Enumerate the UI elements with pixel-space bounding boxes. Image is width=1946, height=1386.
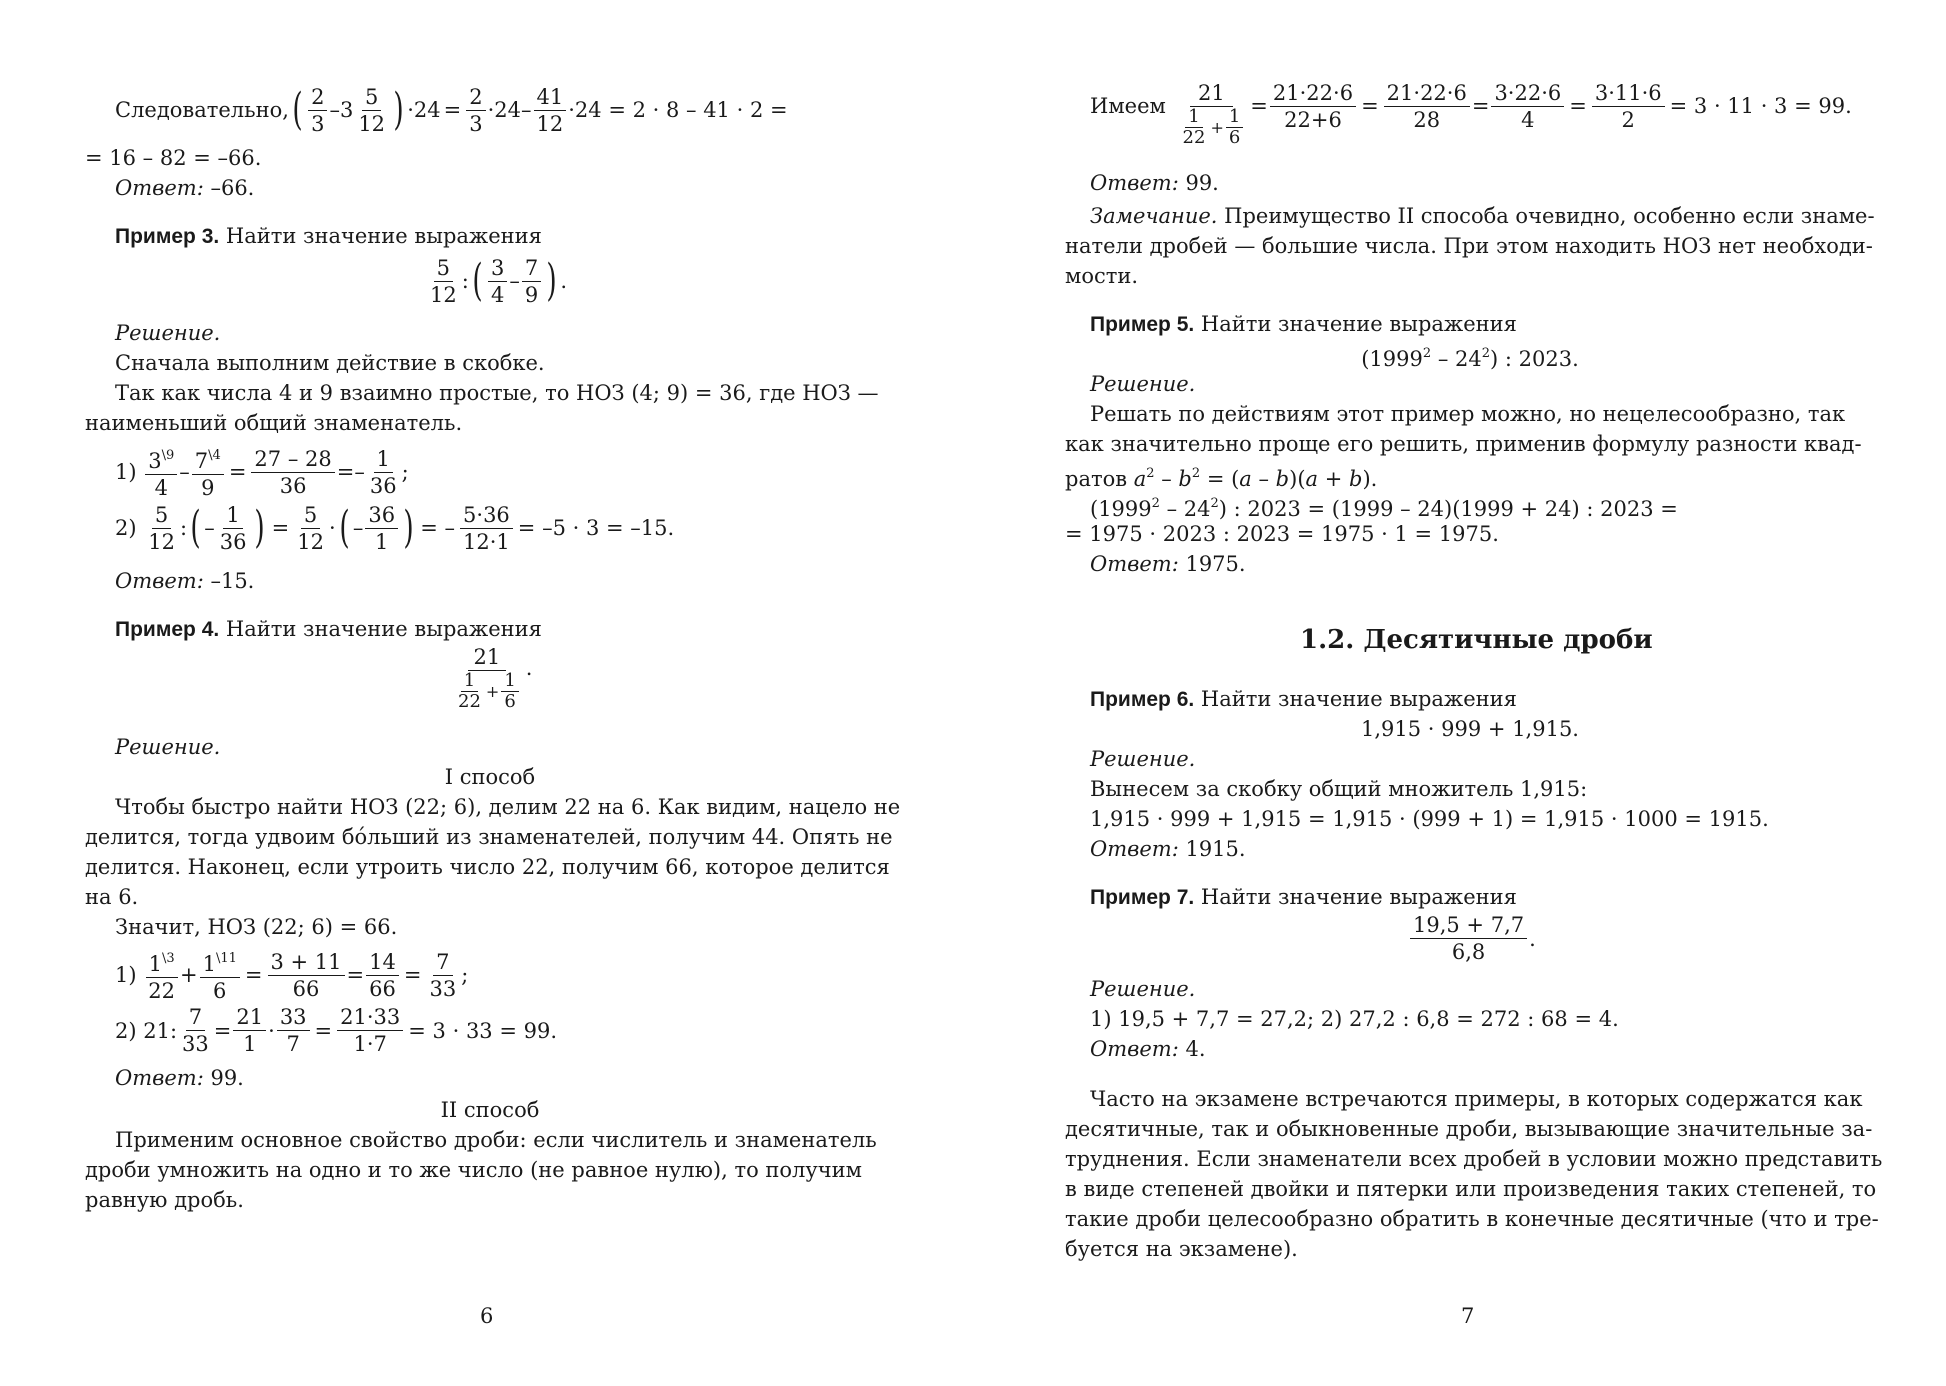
whole-number: 3 xyxy=(339,98,354,122)
fraction xyxy=(488,255,507,308)
math-token: 3 xyxy=(469,111,483,136)
paragraph-line: как значительно проще его решить, применив формулу разности квад- xyxy=(1065,432,1862,456)
math-token xyxy=(1175,107,1249,148)
math-token: – xyxy=(204,516,215,540)
fraction xyxy=(192,443,224,501)
math-token: 33 xyxy=(429,976,457,1001)
numerator: 2 xyxy=(466,84,485,111)
fraction xyxy=(294,502,327,555)
math-token: 21: xyxy=(143,1018,178,1043)
math-token: = 3 · 33 = 99. xyxy=(408,1018,558,1043)
numerator: 3·22·6 xyxy=(1491,80,1564,107)
math-token: ) : 2023 = (1999 – 24)(1999 + 24) : 2023 = xyxy=(1218,497,1678,521)
answer-label: Ответ: xyxy=(1090,1037,1179,1061)
superscript: 2 xyxy=(1151,496,1160,511)
parenthesis: ) xyxy=(403,502,414,553)
math-token: : xyxy=(179,516,188,540)
numerator: 5 xyxy=(152,502,171,529)
text: . xyxy=(560,269,568,293)
numerator: 5 xyxy=(434,255,453,282)
numerator: 5 xyxy=(362,84,381,111)
numerator: 7 xyxy=(433,949,452,976)
text: ·24– xyxy=(487,98,532,122)
fraction xyxy=(268,949,345,1002)
math-token: + xyxy=(1318,467,1349,491)
multiplier-mark: \11 xyxy=(215,951,237,966)
math-token: + xyxy=(179,963,198,987)
math-token: 12 xyxy=(148,529,175,554)
text: ·24 = 2 · 8 – 41 · 2 = xyxy=(568,98,788,122)
superscript: 2 xyxy=(1481,346,1491,361)
answer-label: Ответ: xyxy=(115,1066,204,1090)
math-token: ; xyxy=(461,963,469,987)
fraction xyxy=(460,502,513,555)
math-token: 1 xyxy=(148,952,162,976)
math-token: a xyxy=(1305,467,1319,491)
fraction xyxy=(145,443,177,501)
math-token: 22+6 xyxy=(1284,108,1342,132)
math-token: 7 xyxy=(286,1032,300,1056)
example-7-header xyxy=(1090,882,1517,913)
fraction xyxy=(1410,912,1527,965)
paragraph-line: делится, тогда удвоим бо́льший из знаменателей, получим 44. Опять не xyxy=(85,825,893,849)
answer-value: 1915. xyxy=(1178,837,1246,861)
example-6-expression: 1,915 · 999 + 1,915. xyxy=(1361,717,1579,741)
numerator: 5·36 xyxy=(460,502,513,529)
math-token: 12 xyxy=(358,111,386,136)
fraction xyxy=(145,946,178,1004)
remark-line: мости. xyxy=(1065,264,1139,288)
math-token: – xyxy=(1251,467,1276,491)
fraction xyxy=(501,671,518,712)
math-token: 1 xyxy=(375,529,389,554)
superscript: 2 xyxy=(1210,496,1219,511)
calc-line: 1) 19,5 + 7,7 = 27,2; 2) 27,2 : 6,8 = 272 : 68 = 4. xyxy=(1090,1007,1619,1031)
numerator: 21 xyxy=(233,1004,266,1031)
page-number: 7 xyxy=(1461,1304,1475,1328)
answer-label: Ответ: xyxy=(115,176,204,200)
fraction xyxy=(367,446,400,499)
math-token: 1 xyxy=(243,1032,257,1056)
math-token: 3 xyxy=(148,449,162,473)
calc-line: 1,915 · 999 + 1,915 = 1,915 · (999 + 1) = 1,915 · 1000 = 1915. xyxy=(1090,807,1769,831)
fraction xyxy=(1270,80,1356,133)
math-token: 36 xyxy=(279,473,307,498)
superscript: 2 xyxy=(1146,466,1155,481)
example-4-step-1 xyxy=(115,946,468,1004)
math-token: 22 xyxy=(1182,127,1206,148)
example-prompt: Найти значение выражения xyxy=(1194,885,1517,909)
answer-line xyxy=(1090,168,1219,198)
math-token: 6 xyxy=(504,691,516,712)
numerator: 1 xyxy=(1226,107,1243,128)
math-token: 22 xyxy=(148,979,175,1003)
answer-line xyxy=(1090,834,1246,864)
op: – xyxy=(329,98,340,122)
numerator: 21 xyxy=(1190,80,1233,107)
parenthesis: ) xyxy=(254,502,266,553)
paragraph-line: на 6. xyxy=(85,885,139,909)
math-token: + xyxy=(485,681,500,701)
math-token: – 24 xyxy=(1431,347,1482,371)
fraction xyxy=(534,84,567,137)
math-token: 1) xyxy=(115,963,137,987)
math-token: – xyxy=(352,516,364,540)
paragraph-line: буется на экзамене). xyxy=(1065,1237,1298,1261)
op: : xyxy=(461,269,469,293)
fraction xyxy=(466,84,485,137)
parenthesis: ( xyxy=(339,502,350,553)
fraction xyxy=(426,949,459,1002)
math-token: a xyxy=(1133,467,1147,491)
answer-label: Ответ: xyxy=(1090,837,1179,861)
numerator: 5 xyxy=(301,502,320,529)
answer-label: Ответ: xyxy=(1090,171,1179,195)
equation-sledovatelno xyxy=(115,82,788,138)
method-1-title: I способ xyxy=(444,765,536,789)
math-token: b xyxy=(1178,467,1192,491)
solution-label: Решение. xyxy=(115,735,221,759)
math-token: 36 xyxy=(219,529,247,554)
fraction xyxy=(1384,80,1470,133)
math-token: = xyxy=(346,963,365,987)
math-token: – 24 xyxy=(1159,497,1211,521)
remark-label: Замечание. xyxy=(1090,204,1218,228)
example-4-step-2 xyxy=(115,1004,560,1057)
numerator: 1 xyxy=(461,671,478,692)
example-prompt: Найти значение выражения xyxy=(1194,312,1517,336)
remark-line: натели дробей — большие числа. При этом находить НОЗ нет необходи- xyxy=(1065,234,1873,258)
numerator xyxy=(146,946,178,978)
fraction xyxy=(365,502,398,555)
math-token: . xyxy=(525,656,533,680)
paragraph-line: Чтобы быстро найти НОЗ (22; 6), делим 22 на 6. Как видим, нацело не xyxy=(115,795,901,819)
numerator: 21·22·6 xyxy=(1270,80,1356,107)
paragraph-line: делится. Наконец, если утроить число 22, получим 66, которое делится xyxy=(85,855,890,879)
numerator: 21·33 xyxy=(337,1004,403,1031)
result-line: = 16 – 82 = –66. xyxy=(85,146,262,170)
fraction xyxy=(1491,80,1564,133)
paragraph-line: Сначала выполним действие в скобке. xyxy=(115,351,545,375)
fraction xyxy=(1226,107,1243,148)
example-label: Пример 3. xyxy=(115,225,220,248)
numerator: 33 xyxy=(277,1004,310,1031)
fraction xyxy=(277,1004,310,1057)
fraction xyxy=(233,1004,266,1057)
answer-label: Ответ: xyxy=(115,569,204,593)
math-token: 12 xyxy=(430,282,457,307)
paragraph-line: Значит, НОЗ (22; 6) = 66. xyxy=(115,915,398,939)
numerator: 1 xyxy=(374,446,393,473)
math-token: = –5 · 3 = –15. xyxy=(517,516,675,540)
step-number: 2) xyxy=(115,516,137,540)
fraction xyxy=(1175,80,1249,148)
fraction xyxy=(251,446,334,499)
paragraph-line: Часто на экзамене встречаются примеры, в которых содержатся как xyxy=(1090,1087,1863,1111)
math-token: = xyxy=(244,963,263,987)
math-token: = xyxy=(1569,94,1587,118)
math-token: = xyxy=(403,963,422,987)
numerator: 14 xyxy=(366,949,399,976)
example-4-expression xyxy=(448,644,532,712)
math-token: 7 xyxy=(194,449,209,473)
multiplier-mark: \4 xyxy=(208,448,221,463)
fraction xyxy=(355,84,388,137)
math-token: 4 xyxy=(1521,108,1535,132)
example-3-step-2 xyxy=(115,500,677,556)
paren-close: ) xyxy=(393,84,404,135)
answer-line xyxy=(1090,1034,1206,1064)
math-token: b xyxy=(1275,467,1290,491)
fraction xyxy=(1592,80,1665,133)
superscript: 2 xyxy=(1422,346,1432,361)
math-token: = xyxy=(314,1018,333,1043)
numerator: 3 xyxy=(488,255,507,282)
math-token: = ( xyxy=(1200,467,1240,491)
solution-label: Решение. xyxy=(115,321,221,345)
answer-line xyxy=(115,173,254,203)
math-token xyxy=(450,671,524,712)
text: ·24 xyxy=(407,98,441,122)
paren-close: ) xyxy=(546,255,557,306)
example-7-expression xyxy=(1408,912,1536,965)
multiplier-mark: \3 xyxy=(161,951,175,966)
math-token: 66 xyxy=(369,976,396,1001)
math-token: – xyxy=(179,460,190,484)
section-heading: 1.2. Десятичные дроби xyxy=(1300,625,1653,655)
parenthesis: ( xyxy=(190,502,201,553)
numerator: 7 xyxy=(522,255,541,282)
math-token: ратов xyxy=(1065,467,1134,491)
answer-label: Ответ: xyxy=(1090,552,1179,576)
paragraph-line: такие дроби целесообразно обратить в конечные десятичные (что и тре- xyxy=(1065,1207,1879,1231)
math-token: · xyxy=(268,1018,275,1043)
calc-line: = 1975 · 2023 : 2023 = 1975 · 1 = 1975. xyxy=(1065,522,1499,546)
equation-imeem xyxy=(1090,80,1855,148)
fraction xyxy=(200,946,240,1004)
math-token: = xyxy=(1250,94,1268,118)
numerator: 21 xyxy=(468,644,507,671)
math-token: = xyxy=(1471,94,1490,118)
example-label: Пример 5. xyxy=(1090,313,1195,336)
multiplier-mark: \9 xyxy=(161,448,175,463)
fraction xyxy=(366,949,399,1002)
paragraph-line: десятичные, так и обыкновенные дроби, вызывающие значительные за- xyxy=(1065,1117,1873,1141)
math-token: 33 xyxy=(182,1032,209,1056)
example-3-header xyxy=(115,221,542,252)
numerator: 27 – 28 xyxy=(251,446,334,473)
example-label: Пример 7. xyxy=(1090,886,1195,909)
math-token: · xyxy=(328,516,336,540)
right-page xyxy=(973,0,1946,1386)
paragraph-line: Так как числа 4 и 9 взаимно простые, то НОЗ (4; 9) = 36, где НОЗ — xyxy=(115,381,879,405)
math-token: )( xyxy=(1289,467,1306,491)
numerator: 41 xyxy=(534,84,567,111)
numerator: 36 xyxy=(365,502,398,529)
paragraph-line: равную дробь. xyxy=(85,1188,244,1212)
math-token: = – xyxy=(420,516,456,540)
paragraph-line: дроби умножить на одно и то же число (не равное нулю), то получим xyxy=(85,1158,862,1182)
superscript: 2 xyxy=(1191,466,1201,481)
answer-value: 4. xyxy=(1178,1037,1206,1061)
math-token: 28 xyxy=(1413,108,1441,132)
example-5-header xyxy=(1090,309,1517,340)
math-token: 36 xyxy=(369,473,397,498)
math-token: 6 xyxy=(213,979,227,1003)
fraction xyxy=(217,502,250,555)
math-token: . xyxy=(1529,926,1536,951)
math-token: ; xyxy=(401,460,409,484)
numerator: 21·22·6 xyxy=(1384,80,1470,107)
example-prompt: Найти значение выражения xyxy=(1194,687,1517,711)
text: Следовательно, xyxy=(115,98,289,122)
paragraph-line: в виде степеней двойки и пятерки или произведения таких степеней, то xyxy=(1065,1177,1877,1201)
math-token: 1 xyxy=(202,952,216,976)
fraction xyxy=(1180,107,1209,148)
step-number: 1) xyxy=(115,460,137,484)
numerator: 1 xyxy=(1185,107,1202,128)
math-token: – xyxy=(1154,467,1179,491)
math-token: 9 xyxy=(524,282,539,307)
numerator: 1 xyxy=(501,671,518,692)
numerator: 7 xyxy=(186,1004,205,1031)
math-token: 66 xyxy=(292,976,320,1001)
fraction xyxy=(522,255,541,308)
answer-value: 99. xyxy=(1178,171,1219,195)
math-token: 3 xyxy=(311,111,325,136)
fraction xyxy=(179,1004,212,1057)
math-token: 2) xyxy=(115,1018,137,1043)
math-token: = xyxy=(1361,94,1379,118)
numerator: 3·11·6 xyxy=(1592,80,1665,107)
math-token: = 3 · 11 · 3 = 99. xyxy=(1669,94,1852,118)
paren-open: ( xyxy=(472,255,483,306)
paragraph-line: Вынесем за скобку общий множитель 1,915: xyxy=(1090,777,1588,801)
solution-label: Решение. xyxy=(1090,977,1196,1001)
op: = xyxy=(443,98,462,122)
answer-value: –15. xyxy=(203,569,255,593)
math-token: (1999 xyxy=(1090,497,1152,521)
math-token: = xyxy=(271,516,290,540)
paren-open: ( xyxy=(292,84,303,135)
math-token: 22 xyxy=(458,691,481,712)
math-token: b xyxy=(1349,467,1363,491)
numerator xyxy=(192,443,224,475)
math-token: ). xyxy=(1362,467,1378,491)
numerator: 3 + 11 xyxy=(268,949,345,976)
math-token: 12 xyxy=(297,529,324,554)
example-3-step-1 xyxy=(115,443,409,501)
example-label: Пример 6. xyxy=(1090,688,1195,711)
math-token: (1999 xyxy=(1361,347,1423,371)
fraction xyxy=(308,84,327,137)
example-3-expression xyxy=(425,253,567,309)
paragraph-line: наименьший общий знаменатель. xyxy=(85,411,463,435)
fraction xyxy=(145,502,178,555)
numerator: 1 xyxy=(223,502,242,529)
paragraph-line: труднения. Если знаменатели всех дробей в условии можно представить xyxy=(1065,1147,1883,1171)
fraction xyxy=(427,255,460,308)
math-token: a xyxy=(1239,467,1252,491)
numerator: 2 xyxy=(308,84,327,111)
answer-value: 99. xyxy=(203,1066,244,1090)
math-token: 12·1 xyxy=(463,529,510,554)
example-6-header xyxy=(1090,684,1517,715)
math-token: + xyxy=(1210,117,1224,137)
op: – xyxy=(509,269,520,293)
paragraph-line: Решать по действиям этот пример можно, но нецелесообразно, так xyxy=(1090,402,1846,426)
math-token: 12 xyxy=(536,111,564,136)
math-token: ) : 2023. xyxy=(1490,347,1579,371)
example-4-header xyxy=(115,614,542,645)
fraction xyxy=(455,671,484,712)
remark-line xyxy=(1090,201,1875,231)
solution-label: Решение. xyxy=(1090,747,1196,771)
numerator xyxy=(145,443,177,475)
solution-label: Решение. xyxy=(1090,372,1196,396)
math-token: 6,8 xyxy=(1451,940,1486,964)
answer-line xyxy=(115,1063,244,1093)
math-token: Преимущество II способа очевидно, особенно если знаме- xyxy=(1217,204,1875,228)
numerator: 19,5 + 7,7 xyxy=(1410,912,1527,939)
math-token: 6 xyxy=(1228,127,1241,148)
math-token: 9 xyxy=(201,476,215,500)
math-token: = xyxy=(228,460,247,484)
answer-line xyxy=(1090,549,1246,579)
answer-value: 1975. xyxy=(1178,552,1246,576)
math-token: 1·7 xyxy=(353,1032,387,1056)
example-prompt: Найти значение выражения xyxy=(219,224,542,248)
page-number: 6 xyxy=(480,1304,494,1328)
math-token: 4 xyxy=(154,476,168,500)
math-token: 2 xyxy=(1621,108,1635,132)
math-token: =– xyxy=(336,460,365,484)
numerator xyxy=(200,946,240,978)
method-2-title: II способ xyxy=(440,1098,540,1122)
example-prompt: Найти значение выражения xyxy=(219,617,542,641)
math-token: = xyxy=(213,1018,232,1043)
paragraph-line: Применим основное свойство дроби: если числитель и знаменатель xyxy=(115,1128,877,1152)
answer-line xyxy=(115,566,254,596)
complex-fraction xyxy=(450,644,524,712)
fraction xyxy=(337,1004,403,1057)
answer-value: –66. xyxy=(203,176,255,200)
math-token: Имеем xyxy=(1090,94,1166,118)
example-label: Пример 4. xyxy=(115,618,220,641)
math-token: 4 xyxy=(490,282,505,307)
